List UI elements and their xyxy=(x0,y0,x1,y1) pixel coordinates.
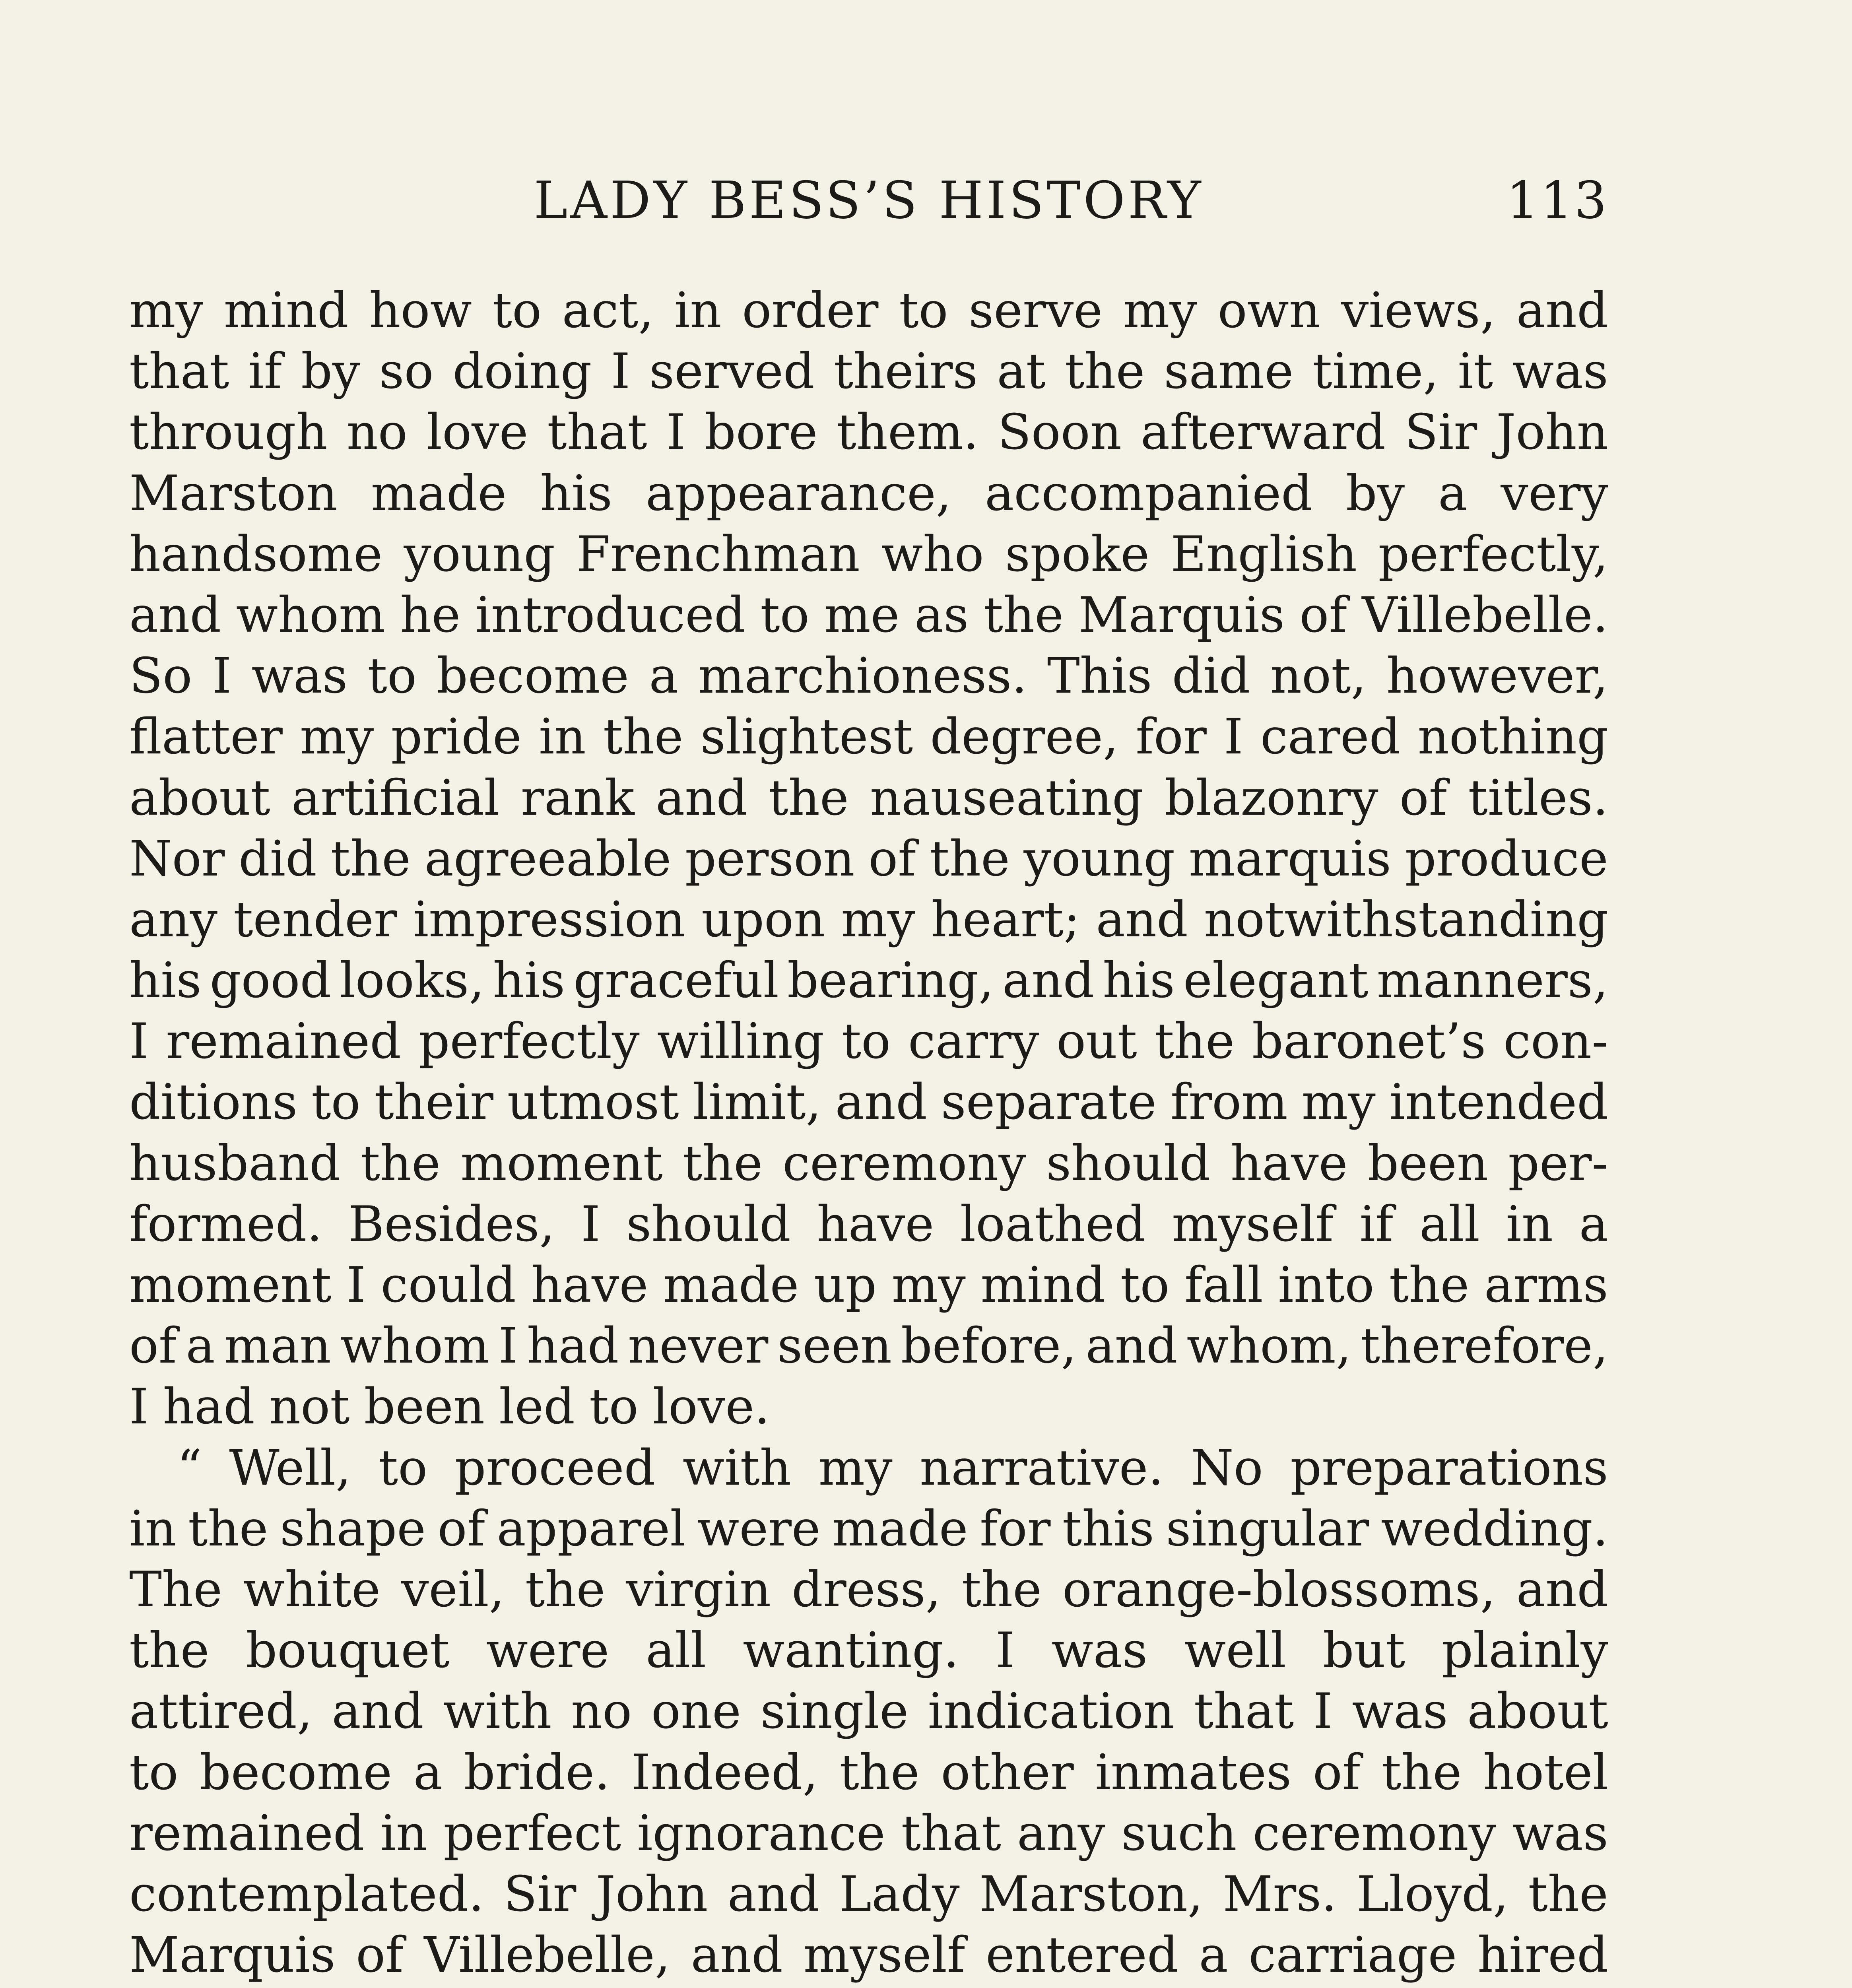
text-line: my mind how to act, in order to serve my own views, and xyxy=(129,282,1608,339)
text-line: handsome young Frenchman who spoke English perfectly, xyxy=(129,526,1608,583)
running-title: LADY BESS’S HISTORY xyxy=(534,171,1204,230)
text-line: through no love that I bore them. Soon afterward Sir John xyxy=(129,404,1608,461)
body-text xyxy=(129,280,1608,1988)
text-line: the bouquet were all wanting. I was well but plainly xyxy=(129,1622,1608,1679)
text-line: “ Well, to proceed with my narrative. No preparations xyxy=(177,1439,1608,1497)
text-line: Nor did the agreeable person of the young marquis produce xyxy=(129,830,1608,887)
text-line: of a man whom I had never seen before, and whom, therefore, xyxy=(129,1318,1608,1375)
text-line: in the shape of apparel were made for this singular wedding. xyxy=(129,1500,1608,1557)
text-line: The white veil, the virgin dress, the orange-blossoms, and xyxy=(129,1561,1608,1618)
text-line: attired, and with no one single indication that I was about xyxy=(129,1683,1608,1740)
text-line: about artificial rank and the nauseating blazonry of titles. xyxy=(129,769,1608,827)
text-line: So I was to become a marchioness. This did not, however, xyxy=(129,648,1608,705)
text-line xyxy=(129,1986,1608,1988)
text-line: contemplated. Sir John and Lady Marston, Mrs. Lloyd, the xyxy=(129,1866,1608,1923)
text-line: Marston made his appearance, accompanied by a very xyxy=(129,465,1608,522)
text-line: remained in perfect ignorance that any such ceremony was xyxy=(129,1805,1608,1862)
text-line: any tender impression upon my heart; and notwithstanding xyxy=(129,891,1608,948)
text-line: and whom he introduced to me as the Marquis of Villebelle. xyxy=(129,586,1608,644)
text-line: I remained perfectly willing to carry out the baronet’s con- xyxy=(129,1013,1608,1070)
text-line: his good looks, his graceful bearing, and his elegant manners, xyxy=(129,952,1608,1010)
page-number: 113 xyxy=(1506,171,1608,230)
text-line: flatter my pride in the slightest degree, for I cared nothing xyxy=(129,709,1608,766)
text-line: moment I could have made up my mind to fall into the arms xyxy=(129,1257,1608,1314)
text-line: Marquis of Villebelle, and myself entered a carriage hired xyxy=(129,1927,1608,1984)
text-line: formed. Besides, I should have loathed myself if all in a xyxy=(129,1196,1608,1253)
text-line: to become a bride. Indeed, the other inmates of the hotel xyxy=(129,1744,1608,1801)
text-line: that if by so doing I served theirs at the same time, it was xyxy=(129,343,1608,400)
text-line: ditions to their utmost limit, and separate from my intended xyxy=(129,1074,1608,1131)
running-head xyxy=(129,167,1608,235)
text-line: husband the moment the ceremony should have been per- xyxy=(129,1135,1608,1192)
text-line: I had not been led to love. xyxy=(129,1378,770,1436)
